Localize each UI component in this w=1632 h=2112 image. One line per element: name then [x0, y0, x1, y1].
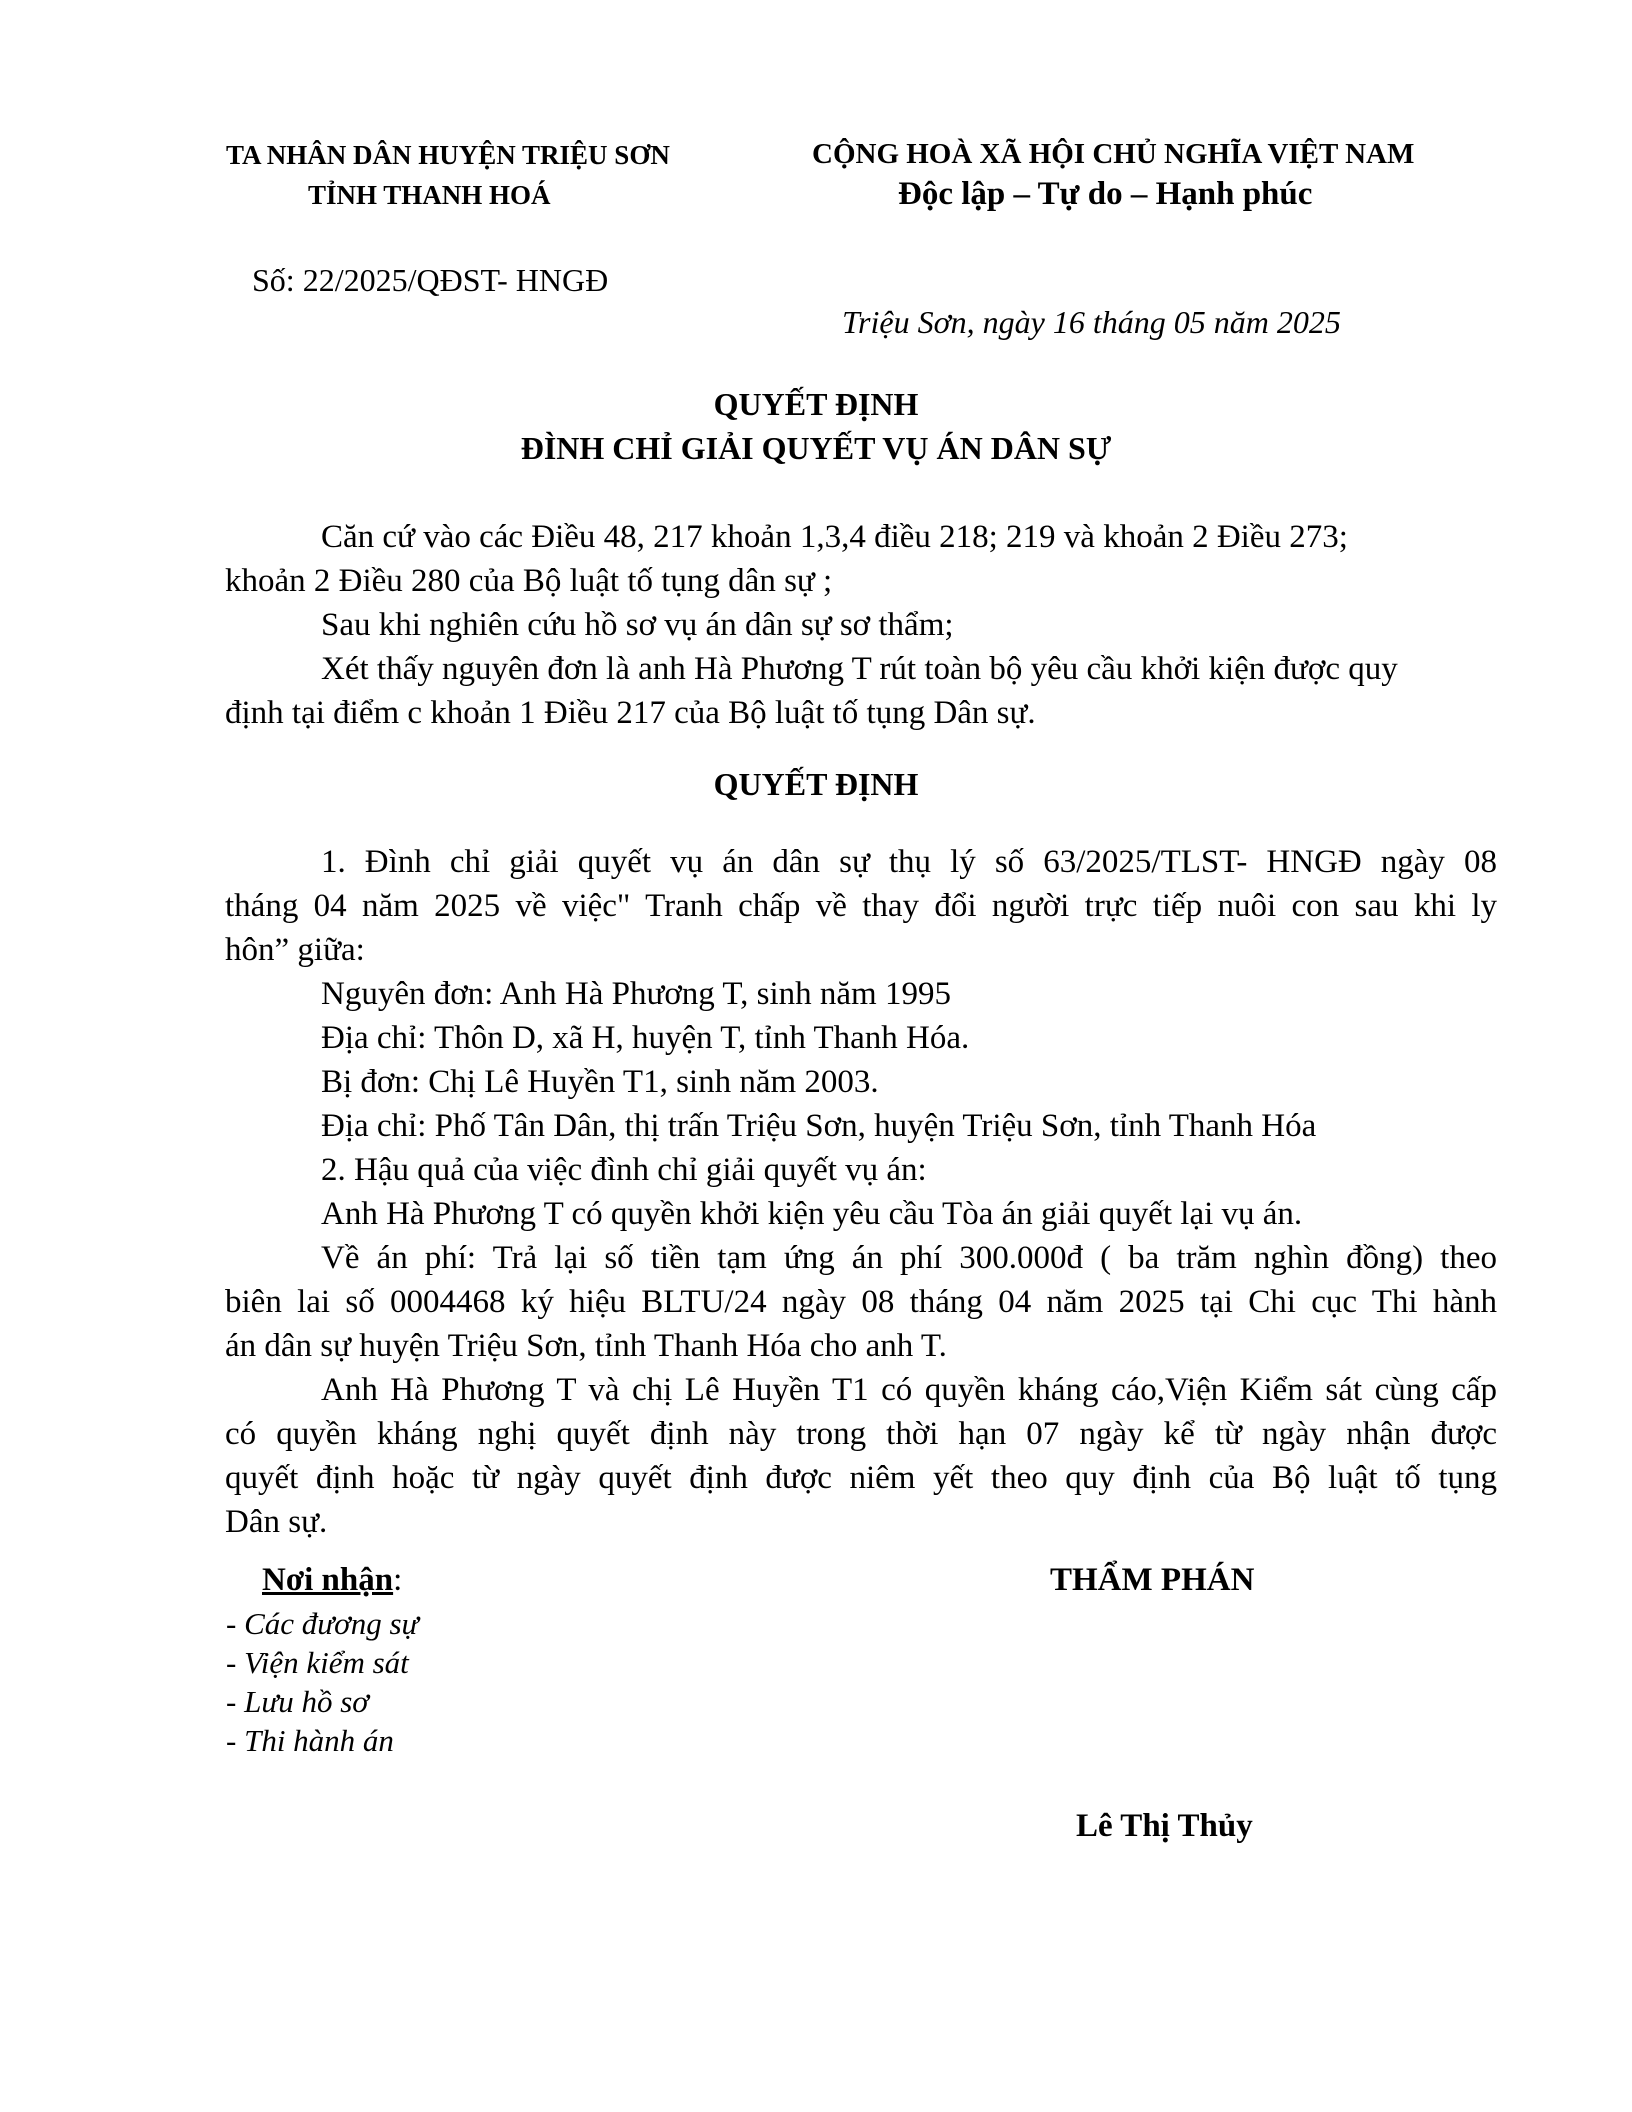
decision-body [225, 840, 1497, 1544]
appeal-right-line3: quyết định hoặc từ ngày quyết định được niêm yết theo quy định của Bộ luật tố tụng [225, 1460, 1497, 1496]
recipients-heading [262, 1562, 402, 1599]
court-fee-line3: án dân sự huyện Triệu Sơn, tỉnh Thanh Hóa cho anh T. [225, 1328, 947, 1364]
decision-item1-line2: tháng 04 năm 2025 về việc" Tranh chấp về thay đổi người trực tiếp nuôi con sau khi ly [225, 888, 1497, 924]
decision-number: Số: 22/2025/QĐST- HNGĐ [252, 262, 609, 298]
recipients-title: Nơi nhận [262, 1562, 394, 1598]
court-fee-line1: Về án phí: Trả lại số tiền tạm ứng án phí 300.000đ ( ba trăm nghìn đồng) theo [321, 1240, 1497, 1276]
recipient-item: - Viện kiểm sát [226, 1645, 409, 1680]
preamble [225, 515, 1497, 735]
appeal-right-line1: Anh Hà Phương T và chị Lê Huyền T1 có quyền kháng cáo,Viện Kiểm sát cùng cấp [321, 1372, 1497, 1408]
appeal-right-line4: Dân sự. [225, 1504, 328, 1540]
defendant-address: Địa chỉ: Phố Tân Dân, thị trấn Triệu Sơn, huyện Triệu Sơn, tỉnh Thanh Hóa [321, 1108, 1317, 1144]
preamble-legal-basis-line1: Căn cứ vào các Điều 48, 217 khoản 1,3,4 điều 218; 219 và khoản 2 Điều 273; [321, 519, 1348, 555]
preamble-finding-line2: định tại điểm c khoản 1 Điều 217 của Bộ luật tố tụng Dân sự. [225, 695, 1036, 731]
defendant-info: Bị đơn: Chị Lê Huyền T1, sinh năm 2003. [321, 1064, 879, 1100]
recipient-item: - Lưu hồ sơ [226, 1684, 369, 1719]
preamble-review: Sau khi nghiên cứu hồ sơ vụ án dân sự sơ thẩm; [321, 607, 954, 643]
decision-heading: QUYẾT ĐỊNH [713, 766, 919, 802]
decision-item1-line1: 1. Đình chỉ giải quyết vụ án dân sự thụ lý số 63/2025/TLST- HNGĐ ngày 08 [321, 844, 1497, 880]
court-name-line2: TỈNH THANH HOÁ [308, 180, 551, 210]
decision-item2-text: Anh Hà Phương T có quyền khởi kiện yêu cầu Tòa án giải quyết lại vụ án. [321, 1196, 1303, 1232]
national-motto: Độc lập – Tự do – Hạnh phúc [898, 176, 1313, 212]
court-fee-line2: biên lai số 0004468 ký hiệu BLTU/24 ngày 08 tháng 04 năm 2025 tại Chi cục Thi hành [225, 1284, 1497, 1320]
plaintiff-info: Nguyên đơn: Anh Hà Phương T, sinh năm 1995 [321, 976, 951, 1012]
appeal-right-line2: có quyền kháng nghị quyết định này trong thời hạn 07 ngày kể từ ngày nhận được [225, 1416, 1497, 1452]
document-subtitle: ĐÌNH CHỈ GIẢI QUYẾT VỤ ÁN DÂN SỰ [520, 430, 1112, 466]
recipient-item: - Các đương sự [226, 1606, 419, 1641]
court-name-line1: TA NHÂN DÂN HUYỆN TRIỆU SƠN [226, 140, 670, 170]
document-title: QUYẾT ĐỊNH [713, 386, 919, 422]
decision-item1-line3: hôn” giữa: [225, 932, 365, 968]
recipient-item: - Thi hành án [226, 1723, 394, 1758]
national-title: CỘNG HOÀ XÃ HỘI CHỦ NGHĨA VIỆT NAM [812, 138, 1415, 170]
decision-item2: 2. Hậu quả của việc đình chỉ giải quyết vụ án: [321, 1152, 927, 1188]
recipients-colon: : [393, 1562, 403, 1598]
judge-name: Lê Thị Thủy [1076, 1808, 1253, 1844]
preamble-legal-basis-line2: khoản 2 Điều 280 của Bộ luật tố tụng dân sự ; [225, 563, 833, 599]
preamble-finding-line1: Xét thấy nguyên đơn là anh Hà Phương T rút toàn bộ yêu cầu khởi kiện được quy [321, 651, 1398, 687]
plaintiff-address: Địa chỉ: Thôn D, xã H, huyện T, tỉnh Thanh Hóa. [321, 1020, 970, 1056]
judge-title: THẨM PHÁN [1050, 1562, 1255, 1598]
decision-date: Triệu Sơn, ngày 16 tháng 05 năm 2025 [842, 304, 1341, 340]
